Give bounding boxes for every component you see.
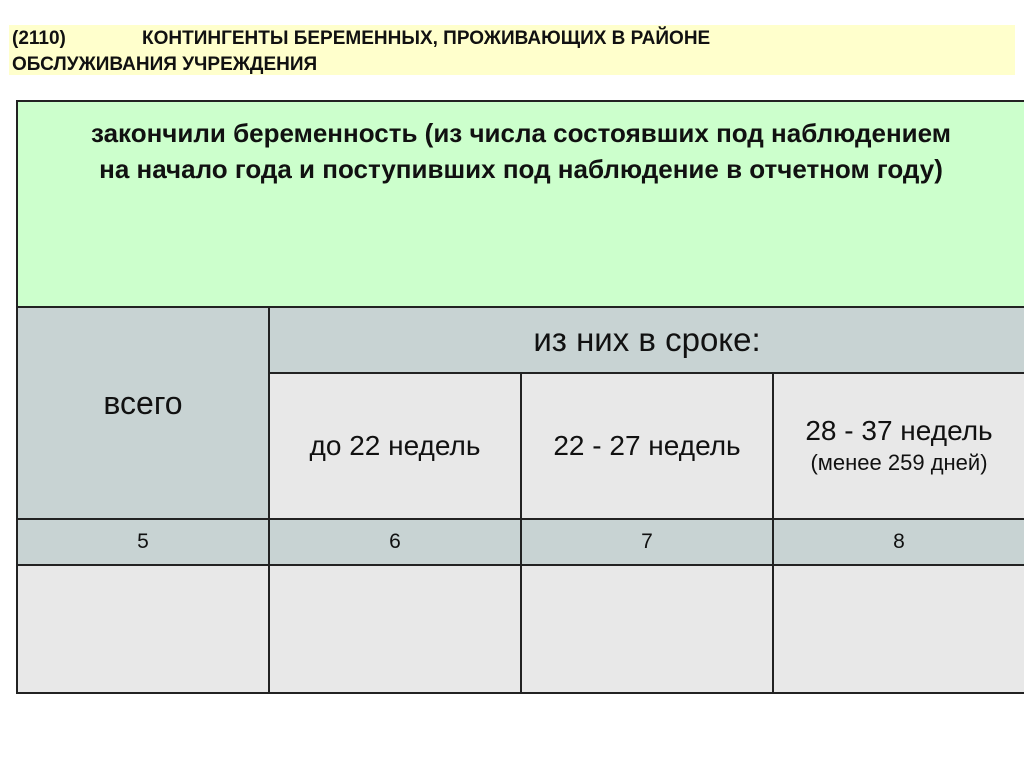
total-column-header: всего <box>17 307 269 519</box>
term-note: (менее 259 дней) <box>810 450 988 475</box>
column-number: 6 <box>269 519 521 565</box>
column-number: 5 <box>17 519 269 565</box>
subheader-row <box>17 307 1024 373</box>
data-cell <box>269 565 521 693</box>
data-cell <box>521 565 773 693</box>
column-numbers-row <box>17 519 1024 565</box>
header-line2: на начало года и поступивших под наблюдение в отчетном году) <box>99 154 943 184</box>
column-number: 7 <box>521 519 773 565</box>
header-cell <box>17 101 1024 307</box>
report-title-text: КОНТИНГЕНТЫ БЕРЕМЕННЫХ, ПРОЖИВАЮЩИХ В РАЙОНЕ <box>142 28 711 49</box>
pregnancy-table <box>16 100 1024 694</box>
header-line1: закончили беременность (из числа состоявших под наблюдением <box>91 118 951 148</box>
term-cell-under-22 <box>269 373 521 519</box>
report-code: (2110) <box>12 28 66 49</box>
report-title-line1 <box>12 27 710 51</box>
report-title-line2: ОБСЛУЖИВАНИЯ УЧРЕЖДЕНИЯ <box>12 54 318 75</box>
term-label: до 22 недель <box>309 430 481 461</box>
report-title <box>9 25 1015 75</box>
term-cell-22-27 <box>521 373 773 519</box>
term-cell-28-37 <box>773 373 1024 519</box>
term-label: 28 - 37 недель <box>805 415 993 446</box>
data-row <box>17 565 1024 693</box>
header-row <box>17 101 1024 307</box>
data-cell <box>773 565 1024 693</box>
term-label: 22 - 27 недель <box>553 430 741 461</box>
data-cell <box>17 565 269 693</box>
column-number: 8 <box>773 519 1024 565</box>
term-group-header: из них в сроке: <box>269 307 1024 373</box>
